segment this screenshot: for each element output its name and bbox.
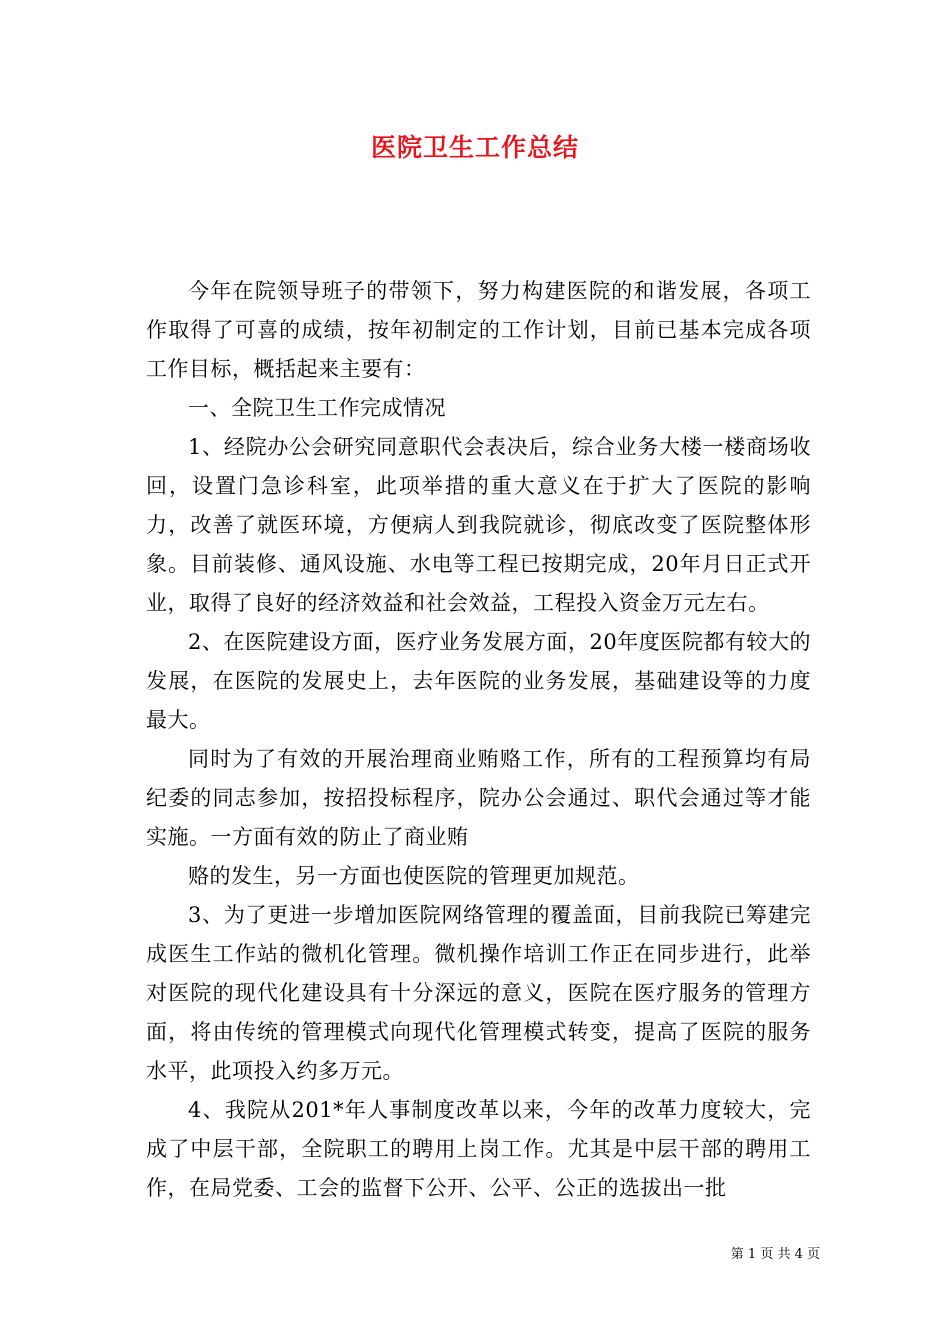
document-title: 医院卫生工作总结 <box>370 133 579 162</box>
paragraph-item-2: 2、在医院建设方面，医疗业务发展方面，20年度医院都有较大的发展，在医院的发展史上，去年医院的业务发展，基础建设等的力度最大。 <box>146 630 811 732</box>
paragraph-intro: 今年在院领导班子的带领下，努力构建医院的和谐发展，各项工作取得了可喜的成绩，按年初制定的工作计划，目前已基本完成各项工作目标，概括起来主要有： <box>146 279 811 381</box>
paragraph-item-4: 4、我院从201*年人事制度改革以来，今年的改革力度较大，完成了中层干部，全院职工的聘用上岗工作。尤其是中层干部的聘用工作，在局党委、工会的监督下公开、公平、公正的选拔出一批 <box>146 1098 811 1200</box>
paragraph-anti-bribery-continued: 赂的发生，另一方面也使医院的管理更加规范。 <box>188 864 640 888</box>
document-body <box>146 272 811 1208</box>
page-number: 第 1 页 共 4 页 <box>730 1247 820 1262</box>
paragraph-item-1: 1、经院办公会研究同意职代会表决后，综合业务大楼一楼商场收回，设置门急诊科室，此项举措的重大意义在于扩大了医院的影响力，改善了就医环境，方便病人到我院就诊，彻底改变了医院整体形象。目前装修、通风设施、水电等工程已按期完成，20年月日正式开业，取得了良好的经济效益和社会效益，工程投入资金万元左右。 <box>146 435 811 615</box>
section-heading: 一、全院卫生工作完成情况 <box>188 396 446 420</box>
paragraph-item-3: 3、为了更进一步增加医院网络管理的覆盖面，目前我院已筹建完成医生工作站的微机化管理。微机操作培训工作正在同步进行，此举对医院的现代化建设具有十分深远的意义，医院在医疗服务的管理方面，将由传统的管理模式向现代化管理模式转变，提高了医院的服务水平，此项投入约多万元。 <box>146 903 811 1083</box>
paragraph-anti-bribery: 同时为了有效的开展治理商业贿赂工作，所有的工程预算均有局纪委的同志参加，按招投标程序，院办公会通过、职代会通过等才能实施。一方面有效的防止了商业贿 <box>146 747 811 849</box>
